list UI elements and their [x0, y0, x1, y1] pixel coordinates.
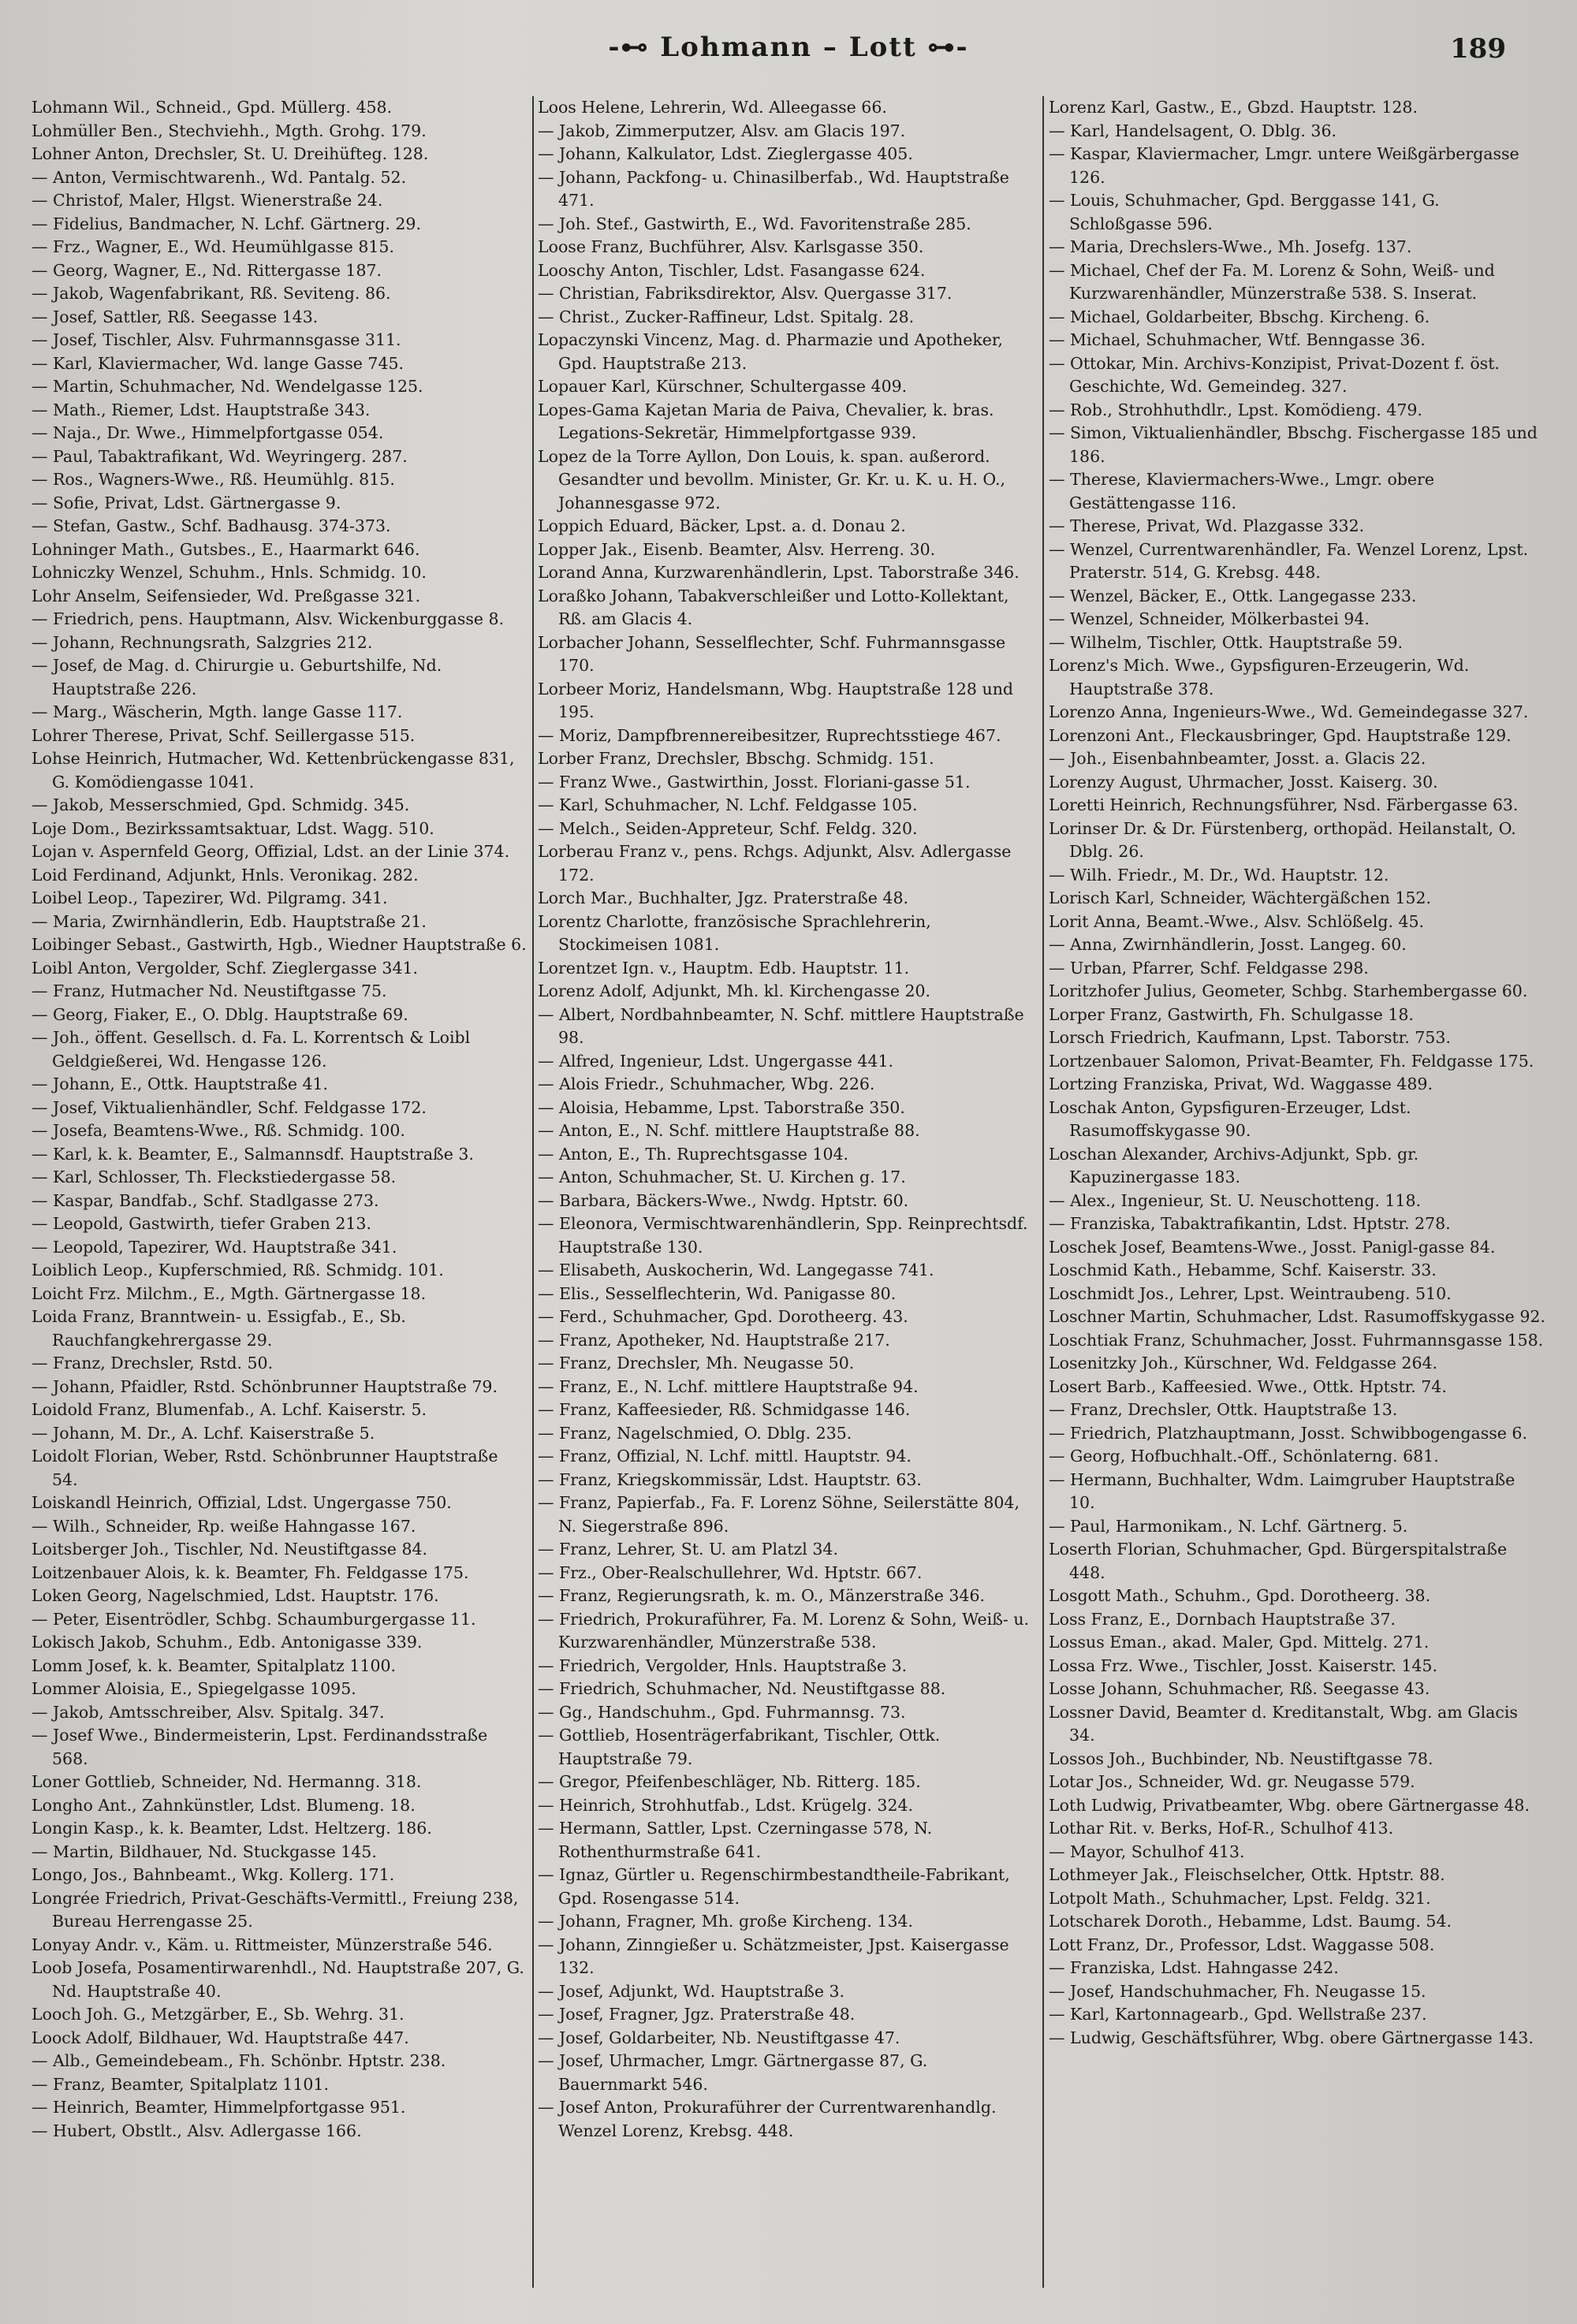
directory-entry: Loraßko Johann, Tabakverschleißer und Lotto-Kollektant, Rß. am Glacis 4.: [538, 586, 1009, 628]
directory-entry: Lohmann Wil., Schneid., Gpd. Müllerg. 458.: [32, 98, 393, 117]
directory-entry: Loob Josefa, Posamentirwarenhdl., Nd. Hauptstraße 207, G. Nd. Hauptstraße 40.: [32, 1958, 524, 2001]
directory-entry: — Wilh. Friedr., M. Dr., Wd. Hauptstr. 12.: [1049, 865, 1389, 885]
directory-entry: — Jakob, Amtsschreiber, Alsv. Spitalg. 347.: [32, 1702, 385, 1722]
directory-entry: — Maria, Drechslers-Wwe., Mh. Josefg. 137.: [1049, 237, 1412, 256]
directory-entry: — Alb., Gemeindebeam., Fh. Schönbr. Hptstr. 238.: [32, 2051, 446, 2070]
directory-entry: Lorper Franz, Gastwirth, Fh. Schulgasse 18.: [1049, 1004, 1414, 1024]
directory-entry: — Math., Riemer, Ldst. Hauptstraße 343.: [32, 400, 371, 419]
directory-entry: — Joh., öffent. Gesellsch. d. Fa. L. Korrentsch & Loibl Geldgießerei, Wd. Hengasse 126.: [32, 1028, 471, 1071]
directory-entry: — Josef, Sattler, Rß. Seegasse 143.: [32, 307, 319, 326]
directory-entry: — Michael, Schuhmacher, Wtf. Benngasse 36.: [1049, 330, 1426, 349]
directory-entry: Lotar Jos., Schneider, Wd. gr. Neugasse 579.: [1049, 1772, 1415, 1791]
directory-entry: — Ignaz, Gürtler u. Regenschirmbestandtheile-Fabrikant, Gpd. Rosengasse 514.: [538, 1865, 1010, 1908]
directory-entry: Longin Kasp., k. k. Beamter, Ldst. Heltzerg. 186.: [32, 1819, 432, 1838]
directory-entry: — Johann, Kalkulator, Ldst. Zieglergasse 405.: [538, 144, 913, 163]
directory-entry: — Johann, Fragner, Mh. große Kircheng. 134.: [538, 1912, 914, 1931]
directory-entry: Looschy Anton, Tischler, Ldst. Fasangasse 624.: [538, 260, 926, 280]
directory-entry: — Heinrich, Beamter, Himmelpfortgasse 951.: [32, 2098, 406, 2117]
directory-entry: — Josef, Handschuhmacher, Fh. Neugasse 15.: [1049, 1981, 1426, 2001]
directory-entry: Lonyay Andr. v., Käm. u. Rittmeister, Münzerstraße 546.: [32, 1935, 493, 1954]
directory-entry: Lorbacher Johann, Sesselflechter, Schf. Fuhrmannsgasse 170.: [538, 632, 1006, 675]
directory-entry: — Wenzel, Bäcker, E., Ottk. Langegasse 233.: [1049, 586, 1417, 605]
directory-entry: Lommer Aloisia, E., Spiegelgasse 1095.: [32, 1679, 356, 1698]
directory-entry: — Marg., Wäscherin, Mgth. lange Gasse 117.: [32, 702, 403, 721]
directory-entry: Loidolt Florian, Weber, Rstd. Schönbrunner Hauptstraße 54.: [32, 1447, 498, 1489]
directory-entry: Lotscharek Doroth., Hebamme, Ldst. Baumg. 54.: [1049, 1912, 1452, 1931]
directory-entry: — Simon, Viktualienhändler, Bbschg. Fischergasse 185 und 186.: [1049, 423, 1538, 466]
directory-entry: Loje Dom., Bezirkssamtsaktuar, Ldst. Wagg. 510.: [32, 818, 434, 838]
directory-entry: — Moriz, Dampfbrennereibesitzer, Ruprechtsstiege 467.: [538, 725, 1001, 745]
directory-entry: Lorenzo Anna, Ingenieurs-Wwe., Wd. Gemeindegasse 327.: [1049, 702, 1529, 721]
directory-entry: — Franziska, Tabaktrafikantin, Ldst. Hptstr. 278.: [1049, 1214, 1451, 1233]
directory-entry: Loschan Alexander, Archivs-Adjunkt, Spb. gr. Kapuzinergasse 183.: [1049, 1144, 1419, 1186]
directory-entry: Loiskandl Heinrich, Offizial, Ldst. Ungergasse 750.: [32, 1493, 452, 1512]
directory-entry: — Ludwig, Geschäftsführer, Wbg. obere Gärtnergasse 143.: [1049, 2028, 1534, 2047]
directory-entry: Lomm Josef, k. k. Beamter, Spitalplatz 1100.: [32, 1655, 397, 1675]
directory-entry: Longho Ant., Zahnkünstler, Ldst. Blumeng. 18.: [32, 1795, 416, 1815]
directory-entry: — Josef, Viktualienhändler, Schf. Feldgasse 172.: [32, 1097, 427, 1117]
directory-entry: — Joh. Stef., Gastwirth, E., Wd. Favoritenstraße 285.: [538, 214, 971, 233]
directory-entry: — Rob., Strohhuthdlr., Lpst. Komödieng. 479.: [1049, 400, 1422, 419]
directory-entry: — Josefa, Beamtens-Wwe., Rß. Schmidg. 100.: [32, 1121, 405, 1140]
directory-entry: — Jakob, Zimmerputzer, Alsv. am Glacis 197.: [538, 121, 906, 140]
column-1: [32, 96, 528, 2296]
directory-entry: — Ferd., Schuhmacher, Gpd. Dorotheerg. 43.: [538, 1307, 908, 1326]
directory-entry: — Franz, Kaffeesieder, Rß. Schmidgasse 146.: [538, 1400, 911, 1419]
directory-entry: — Franz, E., N. Lchf. mittlere Hauptstraße 94.: [538, 1376, 919, 1396]
directory-entry: — Kaspar, Bandfab., Schf. Stadlgasse 273.: [32, 1190, 379, 1210]
directory-entry: — Anton, E., Th. Ruprechtsgasse 104.: [538, 1144, 849, 1164]
directory-entry: — Georg, Hofbuchhalt.-Off., Schönlaterng. 681.: [1049, 1447, 1439, 1466]
directory-entry: Loschek Josef, Beamtens-Wwe., Josst. Panigl-gasse 84.: [1049, 1237, 1496, 1257]
directory-entry: Loppich Eduard, Bäcker, Lpst. a. d. Donau 2.: [538, 516, 906, 535]
directory-entry: Loidold Franz, Blumenfab., A. Lchf. Kaiserstr. 5.: [32, 1400, 427, 1419]
directory-entry: — Joh., Eisenbahnbeamter, Josst. a. Glacis 22.: [1049, 749, 1426, 768]
directory-entry: Loitsberger Joh., Tischler, Nd. Neustiftgasse 84.: [32, 1540, 428, 1559]
directory-entry: — Barbara, Bäckers-Wwe., Nwdg. Hptstr. 60.: [538, 1190, 909, 1210]
directory-entry: — Ros., Wagners-Wwe., Rß. Heumühlg. 815.: [32, 470, 395, 489]
directory-entry: Lojan v. Aspernfeld Georg, Offizial, Ldst. an der Linie 374.: [32, 842, 510, 861]
directory-entry: Loos Helene, Lehrerin, Wd. Alleegasse 66.: [538, 98, 887, 117]
directory-entry: — Heinrich, Strohhutfab., Ldst. Krügelg. 324.: [538, 1795, 914, 1815]
directory-entry: — Anton, E., N. Schf. mittlere Hauptstraße 88.: [538, 1121, 920, 1140]
directory-entry: — Karl, Handelsagent, O. Dblg. 36.: [1049, 121, 1337, 140]
directory-entry: Lopper Jak., Eisenb. Beamter, Alsv. Herreng. 30.: [538, 539, 936, 559]
directory-entry: Lorsch Friedrich, Kaufmann, Lpst. Taborstr. 753.: [1049, 1028, 1451, 1047]
directory-entry: Loibel Leop., Tapezirer, Wd. Pilgramg. 341.: [32, 888, 388, 907]
directory-entry: — Elis., Sesselflechterin, Wd. Panigasse 80.: [538, 1283, 897, 1303]
directory-entry: Lopez de la Torre Ayllon, Don Louis, k. span. außerord. Gesandter und bevollm. Minister, Gr. Kr. u. K. u. H. O., Johannesgasse 972.: [538, 446, 1006, 512]
directory-entry: Lohniczky Wenzel, Schuhm., Hnls. Schmidg. 10.: [32, 563, 427, 582]
directory-entry: — Gregor, Pfeifenbeschläger, Nb. Ritterg. 185.: [538, 1772, 921, 1791]
directory-entry: Looch Joh. G., Metzgärber, E., Sb. Wehrg. 31.: [32, 2005, 405, 2024]
directory-entry: Loken Georg, Nagelschmied, Ldst. Hauptstr. 176.: [32, 1586, 439, 1605]
directory-entry: Loserth Florian, Schuhmacher, Gpd. Bürgerspitalstraße 448.: [1049, 1540, 1508, 1582]
directory-entry: Lohninger Math., Gutsbes., E., Haarmarkt 646.: [32, 539, 420, 559]
directory-entry: Lotpolt Math., Schuhmacher, Lpst. Feldg. 321.: [1049, 1888, 1431, 1908]
directory-entry: Lopauer Karl, Kürschner, Schultergasse 409.: [538, 377, 908, 396]
directory-entry: — Eleonora, Vermischtwarenhändlerin, Spp. Reinprechtsdf. Hauptstraße 130.: [538, 1214, 1028, 1257]
page-header: [0, 32, 1577, 79]
directory-entry: Lossos Joh., Buchbinder, Nb. Neustiftgasse 78.: [1049, 1749, 1433, 1768]
directory-entry: Lorberau Franz v., pens. Rchgs. Adjunkt, Alsv. Adlergasse 172.: [538, 842, 1012, 885]
directory-entry: — Frz., Wagner, E., Wd. Heumühlgasse 815.: [32, 237, 394, 256]
directory-entry: — Michael, Goldarbeiter, Bbschg. Kircheng. 6.: [1049, 307, 1430, 326]
directory-entry: — Wenzel, Currentwarenhändler, Fa. Wenzel Lorenz, Lpst. Praterstr. 514, G. Krebsg. 448.: [1049, 539, 1529, 582]
directory-entry: Lossner David, Beamter d. Kreditanstalt, Wbg. am Glacis 34.: [1049, 1702, 1518, 1745]
directory-entry: Losse Johann, Schuhmacher, Rß. Seegasse 43.: [1049, 1679, 1430, 1698]
directory-entry: Lorinser Dr. & Dr. Fürstenberg, orthopäd. Heilanstalt, O. Dblg. 26.: [1049, 818, 1516, 861]
directory-entry: — Josef Wwe., Bindermeisterin, Lpst. Ferdinandsstraße 568.: [32, 1726, 488, 1768]
directory-entry: Lokisch Jakob, Schuhm., Edb. Antonigasse 339.: [32, 1633, 423, 1652]
directory-entry: Lortzing Franziska, Privat, Wd. Waggasse 489.: [1049, 1074, 1433, 1093]
directory-entry: — Louis, Schuhmacher, Gpd. Berggasse 141, G. Schloßgasse 596.: [1049, 191, 1440, 233]
directory-entry: Loritzhofer Julius, Geometer, Schbg. Starhembergasse 60.: [1049, 981, 1528, 1000]
directory-entry: — Wenzel, Schneider, Mölkerbastei 94.: [1049, 609, 1370, 628]
directory-entry: — Josef Anton, Prokuraführer der Currentwarenhandlg. Wenzel Lorenz, Krebsg. 448.: [538, 2098, 997, 2140]
directory-entry: Loschmidt Jos., Lehrer, Lpst. Weintraubeng. 510.: [1049, 1283, 1452, 1303]
directory-entry: — Friedrich, Platzhauptmann, Josst. Schwibbogengasse 6.: [1049, 1423, 1527, 1443]
directory-entry: — Franz, Drechsler, Ottk. Hauptstraße 13.: [1049, 1400, 1398, 1419]
directory-entry: — Alfred, Ingenieur, Ldst. Ungergasse 441.: [538, 1051, 894, 1071]
directory-entry: Loiblich Leop., Kupferschmied, Rß. Schmidg. 101.: [32, 1261, 444, 1279]
directory-entry: — Gg., Handschuhm., Gpd. Fuhrmannsg. 73.: [538, 1702, 906, 1722]
directory-entry: Loibl Anton, Vergolder, Schf. Zieglergasse 341.: [32, 958, 419, 978]
directory-entry: — Karl, Klaviermacher, Wd. lange Gasse 745.: [32, 353, 405, 373]
directory-entry: Losert Barb., Kaffeesied. Wwe., Ottk. Hptstr. 74.: [1049, 1376, 1447, 1396]
directory-entry: — Melch., Seiden-Appreteur, Schf. Feldg. 320.: [538, 818, 918, 838]
directory-entry: — Franz, Drechsler, Mh. Neugasse 50.: [538, 1354, 855, 1372]
directory-entry: Loretti Heinrich, Rechnungsführer, Nsd. Färbergasse 63.: [1049, 795, 1519, 814]
directory-entry: — Johann, E., Ottk. Hauptstraße 41.: [32, 1074, 329, 1093]
directory-entry: — Therese, Privat, Wd. Plazgasse 332.: [1049, 516, 1365, 535]
directory-entry: — Christian, Fabriksdirektor, Alsv. Quergasse 317.: [538, 284, 953, 303]
directory-entry: Loida Franz, Branntwein- u. Essigfab., E., Sb. Rauchfangkehrergasse 29.: [32, 1307, 406, 1350]
running-head: -⊷ Lohmann – Lott ⊶-: [608, 32, 969, 63]
directory-entry: — Wilh., Schneider, Rp. weiße Hahngasse 167.: [32, 1516, 416, 1536]
directory-entry: — Maria, Zwirnhändlerin, Edb. Hauptstraße 21.: [32, 911, 427, 931]
directory-entry: Loicht Frz. Milchm., E., Mgth. Gärtnergasse 18.: [32, 1283, 427, 1303]
directory-entry: — Franz, Beamter, Spitalplatz 1101.: [32, 2074, 329, 2094]
directory-entry: — Franz, Drechsler, Rstd. 50.: [32, 1354, 274, 1372]
directory-entry: — Georg, Wagner, E., Nd. Rittergasse 187.: [32, 260, 382, 280]
directory-entry: — Martin, Bildhauer, Nd. Stuckgasse 145.: [32, 1842, 377, 1861]
directory-entry: — Friedrich, Vergolder, Hnls. Hauptstraße 3.: [538, 1655, 908, 1675]
directory-entry: Loner Gottlieb, Schneider, Nd. Hermanng. 318.: [32, 1772, 422, 1791]
directory-entry: Lorenz Karl, Gastw., E., Gbzd. Hauptstr. 128.: [1049, 98, 1418, 117]
directory-entry: — Urban, Pfarrer, Schf. Feldgasse 298.: [1049, 958, 1369, 978]
column-divider: [532, 96, 534, 2288]
directory-entry: — Franziska, Ldst. Hahngasse 242.: [1049, 1958, 1339, 1977]
directory-entry: Lorand Anna, Kurzwarenhändlerin, Lpst. Taborstraße 346.: [538, 563, 1020, 582]
directory-entry: — Johann, Packfong- u. Chinasilberfab., Wd. Hauptstraße 471.: [538, 167, 1009, 210]
directory-entry: — Josef, de Mag. d. Chirurgie u. Geburtshilfe, Nd. Hauptstraße 226.: [32, 656, 442, 698]
directory-entry: Lorenzy August, Uhrmacher, Josst. Kaiserg. 30.: [1049, 772, 1438, 791]
directory-entry: — Franz, Papierfab., Fa. F. Lorenz Söhne, Seilerstätte 804, N. Siegerstraße 896.: [538, 1493, 1020, 1536]
directory-entry: Lohmüller Ben., Stechviehh., Mgth. Grohg. 179.: [32, 121, 427, 140]
directory-entry: Lohse Heinrich, Hutmacher, Wd. Kettenbrückengasse 831, G. Komödiengasse 1041.: [32, 749, 515, 791]
directory-entry: Lohr Anselm, Seifensieder, Wd. Preßgasse 321.: [32, 586, 421, 605]
directory-entry: — Friedrich, pens. Hauptmann, Alsv. Wickenburggasse 8.: [32, 609, 505, 628]
directory-entry: — Paul, Harmonikam., N. Lchf. Gärtnerg. 5.: [1049, 1516, 1408, 1536]
directory-entry: Lorenz's Mich. Wwe., Gypsfiguren-Erzeugerin, Wd. Hauptstraße 378.: [1049, 656, 1470, 698]
directory-entry: — Josef, Adjunkt, Wd. Hauptstraße 3.: [538, 1981, 845, 2001]
directory-entry: — Frz., Ober-Realschullehrer, Wd. Hptstr. 667.: [538, 1562, 923, 1582]
directory-entry: Lopes-Gama Kajetan Maria de Paiva, Chevalier, k. bras. Legations-Sekretär, Himmelpfortgasse 939.: [538, 400, 994, 442]
directory-entry: Lorit Anna, Beamt.-Wwe., Alsv. Schlößelg. 45.: [1049, 911, 1425, 931]
directory-entry: — Sofie, Privat, Ldst. Gärtnergasse 9.: [32, 493, 341, 512]
column-3: [1049, 96, 1545, 2296]
directory-entry: — Jakob, Messerschmied, Gpd. Schmidg. 345.: [32, 795, 410, 814]
directory-entry: Lortzenbauer Salomon, Privat-Beamter, Fh. Feldgasse 175.: [1049, 1051, 1534, 1071]
directory-entry: — Friedrich, Schuhmacher, Nd. Neustiftgasse 88.: [538, 1679, 946, 1698]
directory-entry: — Alex., Ingenieur, St. U. Neuschotteng. 118.: [1049, 1190, 1422, 1210]
directory-entry: — Hermann, Sattler, Lpst. Czerningasse 578, N. Rothenthurmstraße 641.: [538, 1819, 933, 1861]
directory-entry: — Wilhelm, Tischler, Ottk. Hauptstraße 59.: [1049, 632, 1404, 652]
directory-entry: Loschak Anton, Gypsfiguren-Erzeuger, Ldst. Rasumoffskygasse 90.: [1049, 1097, 1411, 1140]
directory-entry: Lorch Mar., Buchhalter, Jgz. Praterstraße 48.: [538, 888, 909, 907]
directory-entry: — Christof, Maler, Hlgst. Wienerstraße 24.: [32, 191, 383, 210]
directory-entry: — Josef, Tischler, Alsv. Fuhrmannsgasse 311.: [32, 330, 401, 349]
directory-entry: — Christ., Zucker-Raffineur, Ldst. Spitalg. 28.: [538, 307, 915, 326]
page-number: 189: [1450, 33, 1506, 65]
directory-entry: Lothmeyer Jak., Fleischselcher, Ottk. Hptstr. 88.: [1049, 1865, 1445, 1884]
directory-entry: — Josef, Uhrmacher, Lmgr. Gärtnergasse 87, G. Bauernmarkt 546.: [538, 2051, 928, 2094]
directory-entry: — Ottokar, Min. Archivs-Konzipist, Privat-Dozent f. öst. Geschichte, Wd. Gemeindeg. 327.: [1049, 353, 1500, 396]
directory-entry: — Jakob, Wagenfabrikant, Rß. Seviteng. 86.: [32, 284, 391, 303]
directory-entry: — Naja., Dr. Wwe., Himmelpfortgasse 054.: [32, 423, 384, 442]
directory-entry: — Alois Friedr., Schuhmacher, Wbg. 226.: [538, 1074, 875, 1093]
directory-entry: — Anton, Schuhmacher, St. U. Kirchen g. 17.: [538, 1168, 906, 1186]
directory-entry: — Johann, Pfaidler, Rstd. Schönbrunner Hauptstraße 79.: [32, 1376, 498, 1396]
directory-entry: — Karl, Schuhmacher, N. Lchf. Feldgasse 105.: [538, 795, 918, 814]
directory-entry: Loss Franz, E., Dornbach Hauptstraße 37.: [1049, 1609, 1396, 1629]
directory-entry: — Josef, Fragner, Jgz. Praterstraße 48.: [538, 2005, 856, 2024]
directory-entry: Lorbeer Moriz, Handelsmann, Wbg. Hauptstraße 128 und 195.: [538, 679, 1014, 721]
directory-entry: Losenitzky Joh., Kürschner, Wd. Feldgasse 264.: [1049, 1354, 1438, 1372]
column-divider: [1042, 96, 1044, 2288]
directory-entry: — Aloisia, Hebamme, Lpst. Taborstraße 350.: [538, 1097, 905, 1117]
directory-entry: — Elisabeth, Auskocherin, Wd. Langegasse 741.: [538, 1261, 934, 1279]
directory-entry: Loschmid Kath., Hebamme, Schf. Kaiserstr. 33.: [1049, 1261, 1437, 1279]
directory-entry: Loibinger Sebast., Gastwirth, Hgb., Wiedner Hauptstraße 6.: [32, 935, 527, 954]
directory-entry: Lohrer Therese, Privat, Schf. Seillergasse 515.: [32, 725, 416, 745]
directory-entry: — Karl, Kartonnagearb., Gpd. Wellstraße 237.: [1049, 2005, 1427, 2024]
directory-entry: — Martin, Schuhmacher, Nd. Wendelgasse 125.: [32, 377, 423, 396]
directory-entry: — Hubert, Obstlt., Alsv. Adlergasse 166.: [32, 2121, 362, 2140]
directory-entry: Lossa Frz. Wwe., Tischler, Josst. Kaiserstr. 145.: [1049, 1655, 1437, 1675]
column-2: [538, 96, 1035, 2296]
directory-entry: — Franz, Apotheker, Nd. Hauptstraße 217.: [538, 1330, 890, 1350]
directory-entry: — Friedrich, Prokuraführer, Fa. M. Lorenz & Sohn, Weiß- u. Kurzwarenhändler, Münzerstraße 538.: [538, 1609, 1030, 1652]
directory-entry: Loschtiak Franz, Schuhmacher, Josst. Fuhrmannsgasse 158.: [1049, 1330, 1544, 1350]
directory-entry: — Franz, Hutmacher Nd. Neustiftgasse 75.: [32, 981, 387, 1000]
directory-entry: — Anton, Vermischtwarenh., Wd. Pantalg. 52.: [32, 167, 407, 187]
directory-entry: — Peter, Eisentrödler, Schbg. Schaumburgergasse 11.: [32, 1609, 476, 1629]
directory-entry: Loose Franz, Buchführer, Alsv. Karlsgasse 350.: [538, 237, 924, 256]
directory-entry: Lorentz Charlotte, französische Sprachlehrerin, Stockimeisen 1081.: [538, 911, 931, 954]
directory-entry: Loock Adolf, Bildhauer, Wd. Hauptstraße 447.: [32, 2028, 409, 2047]
directory-entry: Loitzenbauer Alois, k. k. Beamter, Fh. Feldgasse 175.: [32, 1562, 469, 1582]
directory-entry: — Johann, M. Dr., A. Lchf. Kaiserstraße 5.: [32, 1423, 375, 1443]
directory-entry: Loid Ferdinand, Adjunkt, Hnls. Veronikag. 282.: [32, 865, 419, 885]
directory-entry: — Franz, Lehrer, St. U. am Platzl 34.: [538, 1540, 838, 1559]
directory-entry: Lorisch Karl, Schneider, Wächtergäßchen 152.: [1049, 888, 1431, 907]
directory-entry: — Franz, Kriegskommissär, Ldst. Hauptstr. 63.: [538, 1469, 922, 1489]
directory-entry: Longrée Friedrich, Privat-Geschäfts-Vermittl., Freiung 238, Bureau Herrengasse 25.: [32, 1888, 519, 1931]
directory-entry: Lorber Franz, Drechsler, Bbschg. Schmidg. 151.: [538, 749, 934, 768]
directory-entry: Lott Franz, Dr., Professor, Ldst. Waggasse 508.: [1049, 1935, 1435, 1954]
directory-entry: Losgott Math., Schuhm., Gpd. Dorotheerg. 38.: [1049, 1586, 1431, 1605]
directory-entry: — Michael, Chef der Fa. M. Lorenz & Sohn, Weiß- und Kurzwarenhändler, Münzerstraße 538. S. Inserat.: [1049, 260, 1495, 303]
directory-entry: — Johann, Rechnungsrath, Salzgries 212.: [32, 632, 373, 652]
directory-entry: — Karl, k. k. Beamter, E., Salmannsdf. Hauptstraße 3.: [32, 1144, 474, 1164]
directory-entry: Lopaczynski Vincenz, Mag. d. Pharmazie und Apotheker, Gpd. Hauptstraße 213.: [538, 330, 1003, 373]
directory-entry: — Leopold, Tapezirer, Wd. Hauptstraße 341.: [32, 1237, 397, 1257]
directory-entry: — Franz, Nagelschmied, O. Dblg. 235.: [538, 1423, 852, 1443]
directory-entry: — Franz, Offizial, N. Lchf. mittl. Hauptstr. 94.: [538, 1447, 912, 1466]
directory-entry: — Karl, Schlosser, Th. Fleckstiedergasse 58.: [32, 1168, 397, 1186]
directory-entry: — Franz Wwe., Gastwirthin, Josst. Floriani-gasse 51.: [538, 772, 971, 791]
directory-entry: — Kaspar, Klaviermacher, Lmgr. untere Weißgärbergasse 126.: [1049, 144, 1519, 187]
directory-entry: — Paul, Tabaktrafikant, Wd. Weyringerg. 287.: [32, 446, 408, 466]
directory-entry: — Anna, Zwirnhändlerin, Josst. Langeg. 60.: [1049, 935, 1407, 954]
directory-entry: — Gottlieb, Hosenträgerfabrikant, Tischler, Ottk. Hauptstraße 79.: [538, 1726, 941, 1768]
directory-entry: Lorenzoni Ant., Fleckausbringer, Gpd. Hauptstraße 129.: [1049, 725, 1512, 745]
directory-entry: — Hermann, Buchhalter, Wdm. Laimgruber Hauptstraße 10.: [1049, 1469, 1515, 1512]
directory-entry: — Fidelius, Bandmacher, N. Lchf. Gärtnerg. 29.: [32, 214, 421, 233]
directory-entry: Lohner Anton, Drechsler, St. U. Dreihüfteg. 128.: [32, 144, 429, 163]
directory-entry: — Stefan, Gastw., Schf. Badhausg. 374-373.: [32, 516, 391, 535]
directory-entry: Lothar Rit. v. Berks, Hof-R., Schulhof 413.: [1049, 1819, 1394, 1838]
directory-entry: — Franz, Regierungsrath, k. m. O., Mänzerstraße 346.: [538, 1586, 986, 1605]
directory-entry: — Therese, Klaviermachers-Wwe., Lmgr. obere Gestättengasse 116.: [1049, 470, 1434, 512]
directory-entry: — Leopold, Gastwirth, tiefer Graben 213.: [32, 1214, 371, 1233]
directory-entry: — Georg, Fiaker, E., O. Dblg. Hauptstraße 69.: [32, 1004, 408, 1024]
directory-entry: — Mayor, Schulhof 413.: [1049, 1842, 1245, 1861]
directory-entry: Longo, Jos., Bahnbeamt., Wkg. Kollerg. 171.: [32, 1865, 395, 1884]
directory-entry: Lossus Eman., akad. Maler, Gpd. Mittelg. 271.: [1049, 1633, 1430, 1652]
directory-entry: Lorentzet Ign. v., Hauptm. Edb. Hauptstr. 11.: [538, 958, 910, 978]
directory-entry: — Johann, Zinngießer u. Schätzmeister, Jpst. Kaisergasse 132.: [538, 1935, 1009, 1977]
directory-entry: Lorenz Adolf, Adjunkt, Mh. kl. Kirchengasse 20.: [538, 981, 931, 1000]
directory-entry: Loschner Martin, Schuhmacher, Ldst. Rasumoffskygasse 92.: [1049, 1307, 1545, 1326]
directory-entry: Loth Ludwig, Privatbeamter, Wbg. obere Gärtnergasse 48.: [1049, 1795, 1530, 1815]
directory-entry: — Josef, Goldarbeiter, Nb. Neustiftgasse 47.: [538, 2028, 900, 2047]
directory-entry: — Albert, Nordbahnbeamter, N. Schf. mittlere Hauptstraße 98.: [538, 1004, 1024, 1047]
